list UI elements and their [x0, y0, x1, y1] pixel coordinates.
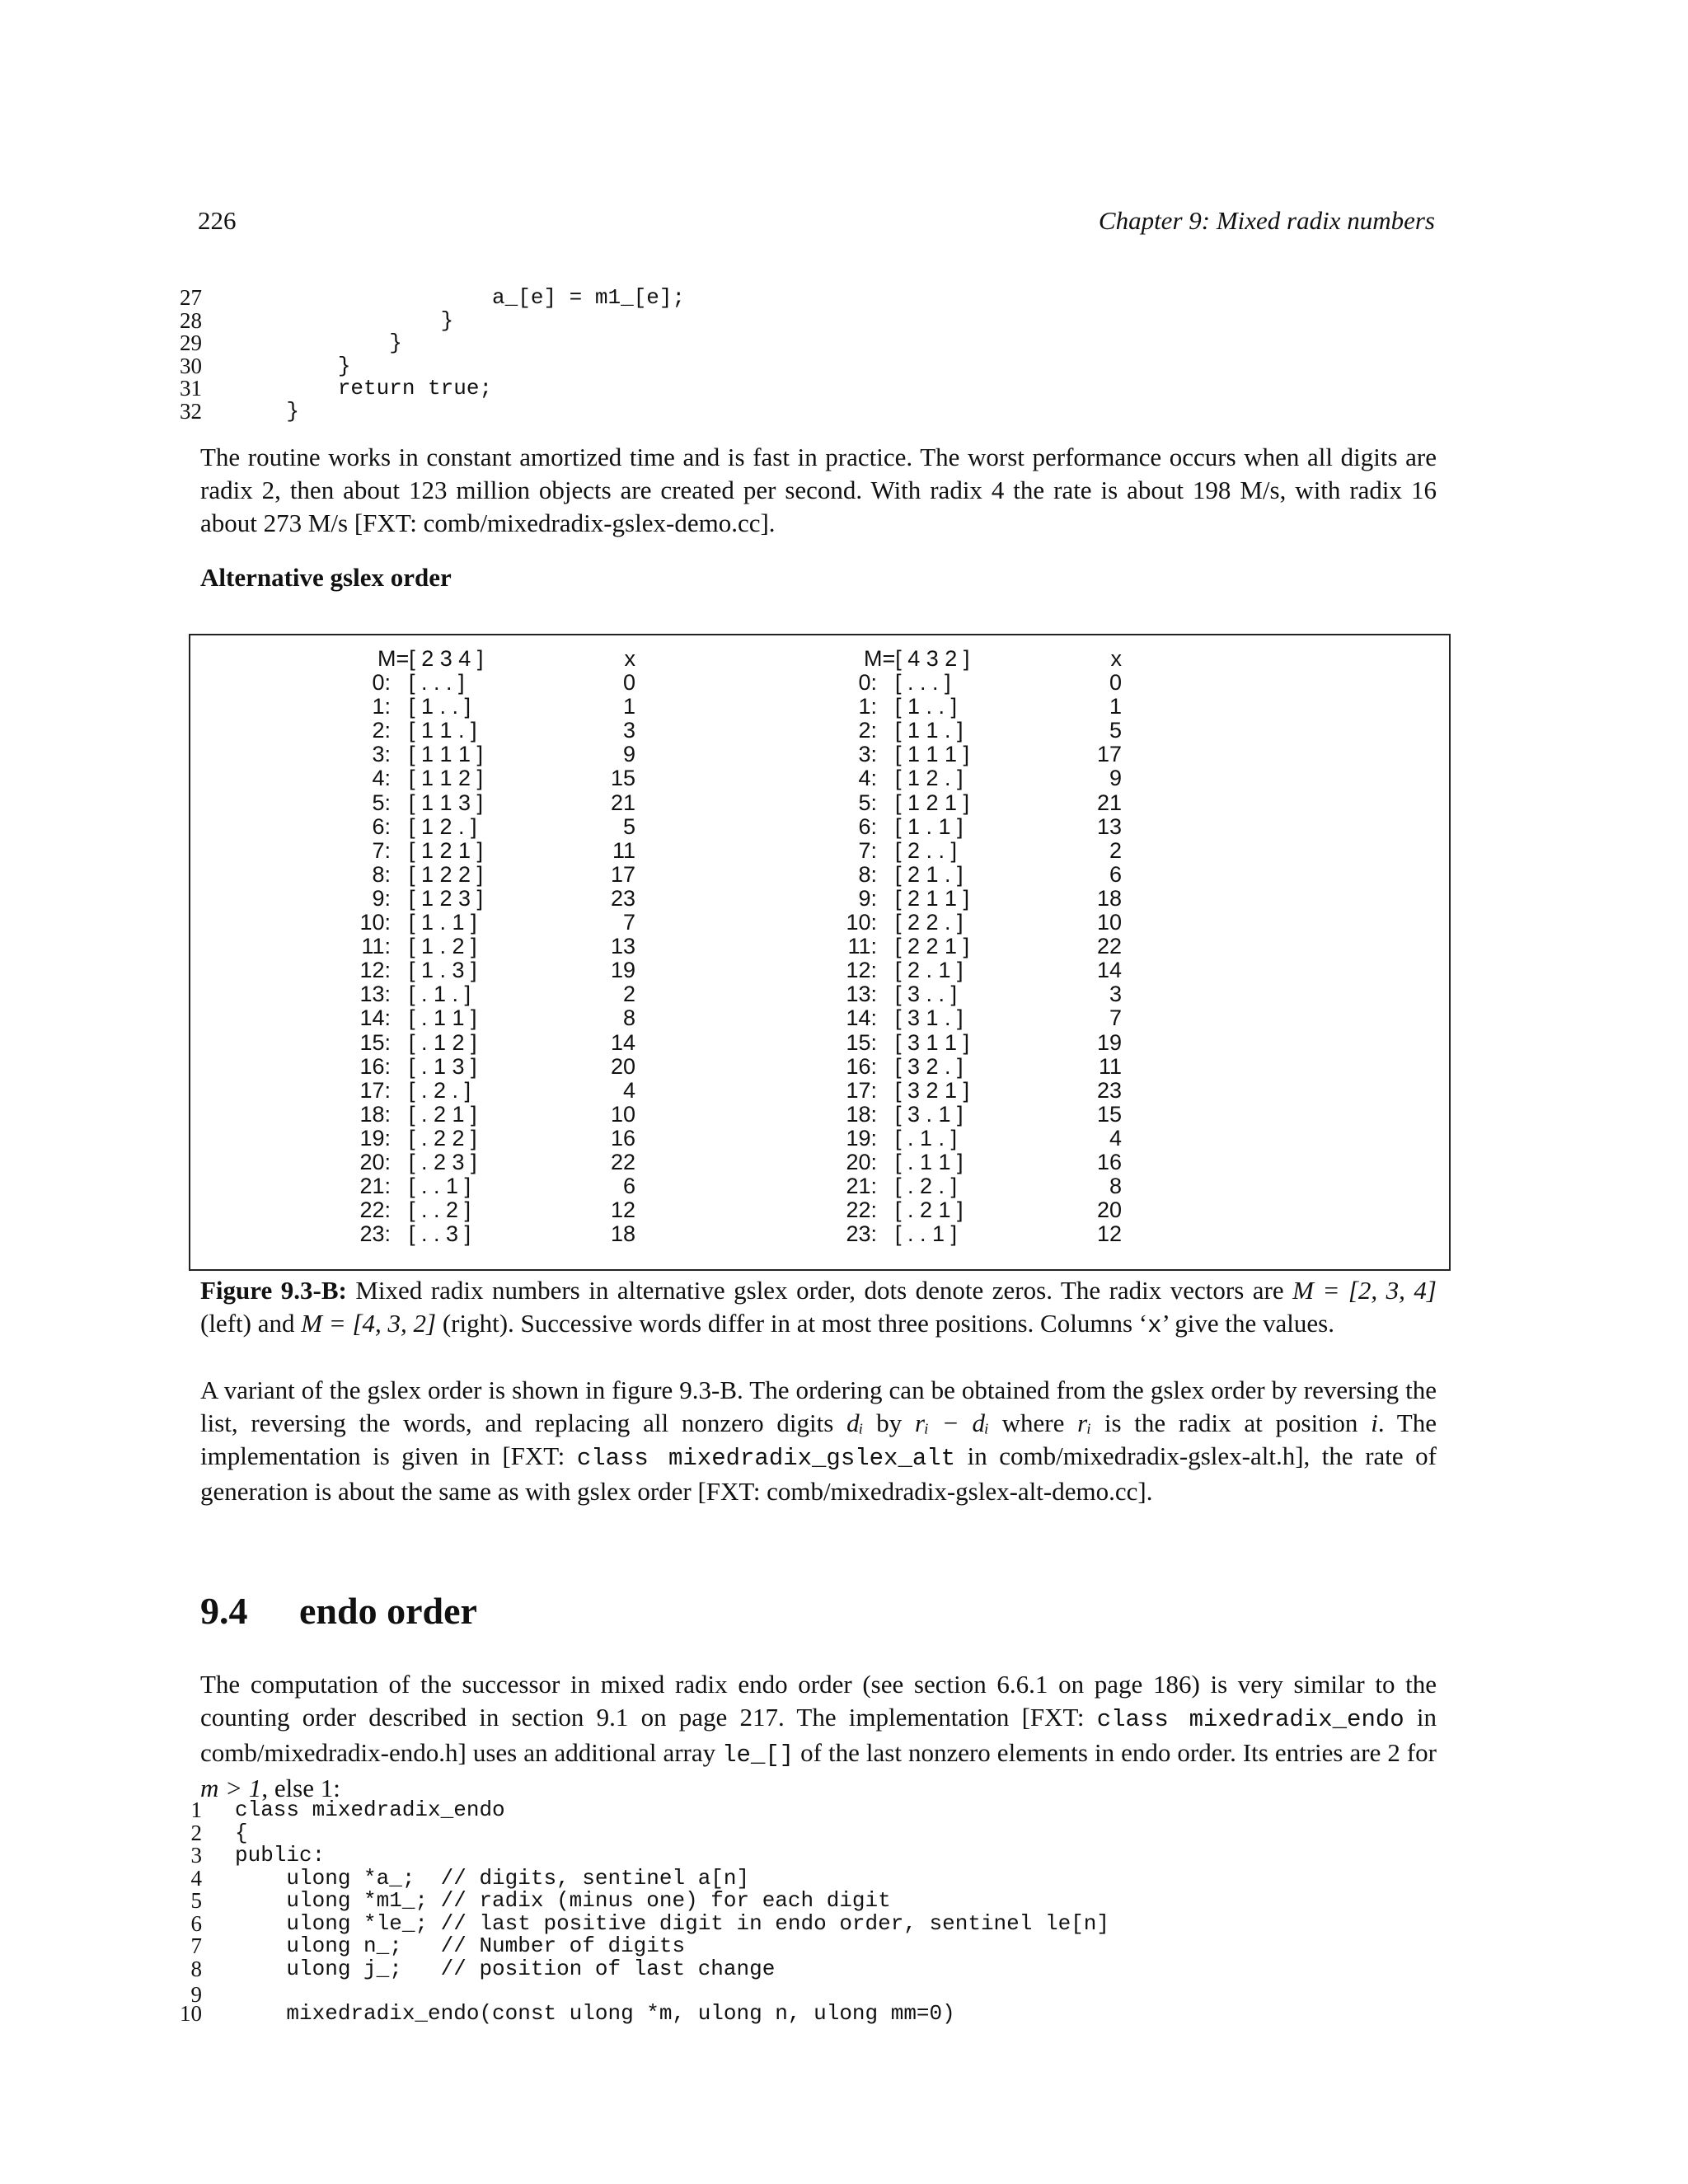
row-index: 3:: [858, 742, 877, 767]
subheading-alternative-gslex: Alternative gslex order: [200, 563, 452, 592]
row-word: [ . 1 . ]: [409, 982, 471, 1007]
row-value: 21: [1096, 790, 1122, 815]
row-index: 22:: [359, 1197, 391, 1223]
row-word: [ 2 . . ]: [895, 837, 958, 863]
row-value: 9: [1109, 766, 1122, 791]
row-index: 17:: [846, 1077, 877, 1103]
row-value: 23: [1096, 1077, 1122, 1103]
caption-text-3: (right). Successive words differ in at most three positions. Columns ‘: [436, 1309, 1148, 1338]
row-word: [ . . 1 ]: [409, 1174, 471, 1199]
row-index: 18:: [359, 1101, 391, 1127]
row-word: [ . 2 3 ]: [409, 1149, 477, 1174]
line-number: 32: [180, 398, 202, 424]
row-value: 21: [610, 790, 635, 815]
row-index: 10:: [846, 910, 877, 935]
row-index: 9:: [858, 885, 877, 911]
row-word: [ 1 2 1 ]: [895, 790, 970, 815]
para2-math-ri-di: rᵢ − dᵢ: [915, 1408, 989, 1437]
row-value: 20: [1096, 1197, 1122, 1223]
line-number: 5: [190, 1888, 202, 1913]
row-index: 7:: [858, 837, 877, 863]
row-index: 6:: [858, 813, 877, 839]
para3-text-1: The computation of the successor in mixed radix endo order (see section 6.6.1 on page 186) is very similar to the counting order described in section 9.1 on page 217. The implementation [FXT:: [200, 1670, 1437, 1732]
row-word: [ 3 2 1 ]: [895, 1077, 970, 1103]
row-value: 5: [622, 813, 635, 839]
para3-code-array: le_[]: [722, 1741, 795, 1769]
row-word: [ . 1 1 ]: [409, 1005, 477, 1031]
row-index: 8:: [372, 861, 391, 887]
row-index: 12:: [359, 958, 391, 983]
line-number: 6: [190, 1910, 202, 1936]
section-number: 9.4: [200, 1590, 248, 1632]
row-index: 15:: [359, 1029, 391, 1055]
line-number: 9: [190, 1981, 202, 2007]
row-index: 1:: [372, 694, 391, 719]
figure-9-3-b: [189, 634, 1451, 1271]
caption-m-right: M = [4, 3, 2]: [301, 1309, 437, 1338]
code-text: }: [235, 307, 454, 333]
row-value: 15: [1096, 1101, 1122, 1127]
row-word: [ 2 1 1 ]: [895, 885, 970, 911]
row-value: 2: [1109, 837, 1122, 863]
row-value: 5: [1109, 718, 1122, 743]
row-value: 17: [610, 861, 635, 887]
row-word: [ 3 2 . ]: [895, 1053, 964, 1079]
row-index: 19:: [846, 1125, 877, 1151]
row-index: 4:: [372, 766, 391, 791]
row-word: [ . 1 1 ]: [895, 1149, 964, 1174]
row-value: 11: [612, 837, 635, 863]
row-word: [ . 1 2 ]: [409, 1029, 477, 1055]
row-value: 0: [622, 670, 635, 696]
row-index: 22:: [846, 1197, 877, 1223]
header-x: x: [624, 646, 635, 671]
row-index: 2:: [372, 718, 391, 743]
row-word: [ 2 2 1 ]: [895, 934, 970, 959]
row-word: [ 3 . . ]: [895, 982, 958, 1007]
row-word: [ 2 . 1 ]: [895, 958, 964, 983]
line-number: 27: [180, 285, 202, 310]
row-index: 1:: [858, 694, 877, 719]
row-index: 21:: [846, 1174, 877, 1199]
row-index: 20:: [846, 1149, 877, 1174]
line-number: 28: [180, 307, 202, 333]
para2-text-6: in comb/mixedradix-gslex-alt.h], the rate of generation is about the same as with gslex order [FXT: comb/mixedradix-gslex-alt-demo.cc].: [200, 1441, 1437, 1506]
row-word: [ 1 1 1 ]: [895, 742, 970, 767]
row-word: [ 2 2 . ]: [895, 910, 964, 935]
row-index: 15:: [846, 1029, 877, 1055]
row-index: 8:: [858, 861, 877, 887]
row-index: 14:: [359, 1005, 391, 1031]
row-word: [ 2 1 . ]: [895, 861, 964, 887]
row-index: 2:: [858, 718, 877, 743]
row-word: [ . 1 . ]: [895, 1125, 958, 1151]
row-value: 16: [610, 1125, 635, 1151]
row-index: 4:: [858, 766, 877, 791]
row-index: 14:: [846, 1005, 877, 1031]
code-text: }: [235, 353, 351, 378]
row-value: 9: [622, 742, 635, 767]
row-index: 13:: [359, 982, 391, 1007]
code-text: ulong j_; // position of last change: [235, 1956, 776, 1981]
row-value: 13: [610, 934, 635, 959]
row-value: 4: [1109, 1125, 1122, 1151]
row-value: 11: [1098, 1053, 1122, 1079]
para3-text-4: , else 1:: [261, 1774, 340, 1802]
row-value: 18: [610, 1221, 635, 1247]
row-index: 18:: [846, 1101, 877, 1127]
row-word: [ 1 1 2 ]: [409, 766, 484, 791]
row-value: 12: [1096, 1221, 1122, 1247]
row-value: 13: [1096, 813, 1122, 839]
para2-math-ri: rᵢ: [1077, 1408, 1092, 1437]
row-index: 19:: [359, 1125, 391, 1151]
row-index: 11:: [361, 934, 391, 959]
para2-text-1: A variant of the gslex order is shown in figure 9.3-B. The ordering can be obtained from the gslex order by reversing the list, reversing the words, and replacing all nonzero digits: [200, 1376, 1437, 1437]
row-value: 0: [1109, 670, 1122, 696]
row-value: 17: [1096, 742, 1122, 767]
line-number: 31: [180, 376, 202, 401]
row-word: [ . . . ]: [895, 670, 951, 696]
row-value: 14: [610, 1029, 635, 1055]
caption-code-x: x: [1147, 1312, 1162, 1339]
row-index: 17:: [359, 1077, 391, 1103]
row-word: [ . . 1 ]: [895, 1221, 958, 1247]
row-word: [ 1 1 3 ]: [409, 790, 484, 815]
row-word: [ 1 . 1 ]: [895, 813, 964, 839]
row-value: 1: [1109, 694, 1122, 719]
row-value: 19: [610, 958, 635, 983]
row-index: 7:: [372, 837, 391, 863]
row-index: 9:: [372, 885, 391, 911]
para2-text-2: by: [863, 1408, 916, 1437]
row-value: 19: [1096, 1029, 1122, 1055]
para3-text-3: of the last nonzero elements in endo order. Its entries are 2 for: [794, 1738, 1437, 1767]
row-index: 11:: [847, 934, 877, 959]
row-word: [ 1 . . ]: [409, 694, 471, 719]
line-number: 8: [190, 1956, 202, 1981]
row-word: [ 3 1 1 ]: [895, 1029, 970, 1055]
code-text: ulong *m1_; // radix (minus one) for each digit: [235, 1888, 891, 1913]
row-index: 23:: [359, 1221, 391, 1247]
row-value: 8: [1109, 1174, 1122, 1199]
code-text: ulong *le_; // last positive digit in endo order, sentinel le[n]: [235, 1910, 1109, 1936]
row-index: 13:: [846, 982, 877, 1007]
code-text: }: [235, 398, 300, 424]
para2-text-3: where: [988, 1408, 1078, 1437]
row-index: 5:: [372, 790, 391, 815]
row-word: [ 1 2 2 ]: [409, 861, 484, 887]
row-value: 10: [610, 1101, 635, 1127]
row-value: 7: [1109, 1005, 1122, 1031]
row-word: [ 1 2 . ]: [895, 766, 964, 791]
row-index: 10:: [359, 910, 391, 935]
section-heading: [200, 1589, 477, 1633]
row-value: 14: [1096, 958, 1122, 983]
line-number: 2: [190, 1820, 202, 1845]
page-number: 226: [198, 206, 237, 235]
row-value: 7: [622, 910, 635, 935]
row-index: 16:: [846, 1053, 877, 1079]
row-value: 1: [622, 694, 635, 719]
row-value: 10: [1096, 910, 1122, 935]
row-word: [ 3 . 1 ]: [895, 1101, 964, 1127]
row-value: 3: [1109, 982, 1122, 1007]
row-value: 18: [1096, 885, 1122, 911]
row-word: [ . . 2 ]: [409, 1197, 471, 1223]
row-value: 2: [622, 982, 635, 1007]
code-text: ulong n_; // Number of digits: [235, 1933, 686, 1958]
row-value: 8: [622, 1005, 635, 1031]
row-value: 20: [610, 1053, 635, 1079]
para3-text-2: in comb/mixedradix-endo.h] uses an additional array: [200, 1703, 1437, 1767]
para2-code-class: class mixedradix_gslex_alt: [576, 1445, 956, 1472]
row-index: 21:: [359, 1174, 391, 1199]
caption-text-2: (left) and: [200, 1309, 302, 1338]
para2-text-4: is the radix at position: [1091, 1408, 1372, 1437]
caption-m-left: M = [2, 3, 4]: [1292, 1276, 1437, 1305]
row-index: 16:: [359, 1053, 391, 1079]
row-value: 12: [610, 1197, 635, 1223]
paragraph-variant: [200, 1374, 1437, 1508]
para2-math-i: i: [1371, 1408, 1378, 1437]
row-word: [ . . . ]: [409, 670, 465, 696]
row-value: 6: [1109, 861, 1122, 887]
row-word: [ 1 . 1 ]: [409, 910, 477, 935]
row-word: [ . 2 . ]: [409, 1077, 471, 1103]
row-index: 12:: [846, 958, 877, 983]
caption-text-1: Mixed radix numbers in alternative gslex order, dots denote zeros. The radix vectors are: [346, 1276, 1293, 1305]
row-word: [ 3 1 . ]: [895, 1005, 964, 1031]
code-text: public:: [235, 1843, 326, 1868]
row-value: 15: [610, 766, 635, 791]
row-value: 23: [610, 885, 635, 911]
row-word: [ . 2 1 ]: [895, 1197, 964, 1223]
row-word: [ 1 . 2 ]: [409, 934, 477, 959]
figure-caption: [200, 1274, 1437, 1343]
running-head: Chapter 9: Mixed radix numbers: [1098, 206, 1435, 235]
line-number: 3: [190, 1843, 202, 1868]
line-number: 10: [180, 2000, 202, 2026]
row-index: 23:: [846, 1221, 877, 1247]
row-word: [ 1 1 1 ]: [409, 742, 484, 767]
code-text: class mixedradix_endo: [235, 1797, 505, 1822]
row-word: [ 1 . . ]: [895, 694, 958, 719]
row-word: [ 1 1 . ]: [409, 718, 477, 743]
row-value: 16: [1096, 1149, 1122, 1174]
header-radix-vector: M=[ 2 3 4 ]: [377, 646, 484, 671]
row-word: [ . 2 2 ]: [409, 1125, 477, 1151]
code-text: }: [235, 330, 402, 355]
row-value: 3: [622, 718, 635, 743]
caption-label: Figure 9.3-B:: [200, 1276, 347, 1305]
caption-text-4: ’ give the values.: [1161, 1309, 1334, 1338]
para3-math-m: m > 1: [200, 1774, 262, 1802]
code-text: {: [235, 1820, 248, 1845]
row-value: 22: [610, 1149, 635, 1174]
para3-code-class: class mixedradix_endo: [1096, 1706, 1404, 1733]
row-word: [ . 2 1 ]: [409, 1101, 477, 1127]
row-index: 3:: [372, 742, 391, 767]
para2-math-di: dᵢ: [846, 1408, 864, 1437]
line-number: 29: [180, 330, 202, 355]
line-number: 7: [190, 1933, 202, 1958]
code-text: return true;: [235, 376, 493, 401]
row-value: 22: [1096, 934, 1122, 959]
row-word: [ . 1 3 ]: [409, 1053, 477, 1079]
row-value: 6: [622, 1174, 635, 1199]
row-word: [ 1 2 3 ]: [409, 885, 484, 911]
row-word: [ 1 2 1 ]: [409, 837, 484, 863]
row-word: [ 1 2 . ]: [409, 813, 477, 839]
paragraph-performance: The routine works in constant amortized time and is fast in practice. The worst performance occurs when all digits are radix 2, then about 123 million objects are created per second. With radix 4 the rate is about 198 M/s, with radix 16 about 273 M/s [FXT: comb/mixedradix-gslex-demo.cc].: [200, 443, 1437, 537]
header-radix-vector: M=[ 4 3 2 ]: [864, 646, 970, 671]
code-text: ulong *a_; // digits, sentinel a[n]: [235, 1865, 750, 1891]
line-number: 1: [190, 1797, 202, 1822]
header-x: x: [1110, 646, 1122, 671]
row-word: [ 1 1 . ]: [895, 718, 964, 743]
row-word: [ 1 . 3 ]: [409, 958, 477, 983]
row-index: 5:: [858, 790, 877, 815]
paragraph-endo: [200, 1668, 1437, 1805]
row-word: [ . 2 . ]: [895, 1174, 958, 1199]
row-index: 0:: [372, 670, 391, 696]
para2-text-5: . The implementation is given in [FXT:: [200, 1408, 1437, 1470]
code-text: mixedradix_endo(const ulong *m, ulong n, ulong mm=0): [235, 2000, 955, 2026]
row-index: 20:: [359, 1149, 391, 1174]
row-index: 6:: [372, 813, 391, 839]
line-number: 30: [180, 353, 202, 378]
row-word: [ . . 3 ]: [409, 1221, 471, 1247]
row-value: 4: [622, 1077, 635, 1103]
row-index: 0:: [858, 670, 877, 696]
line-number: 4: [190, 1865, 202, 1891]
section-title: endo order: [299, 1590, 477, 1632]
code-text: a_[e] = m1_[e];: [235, 285, 686, 310]
